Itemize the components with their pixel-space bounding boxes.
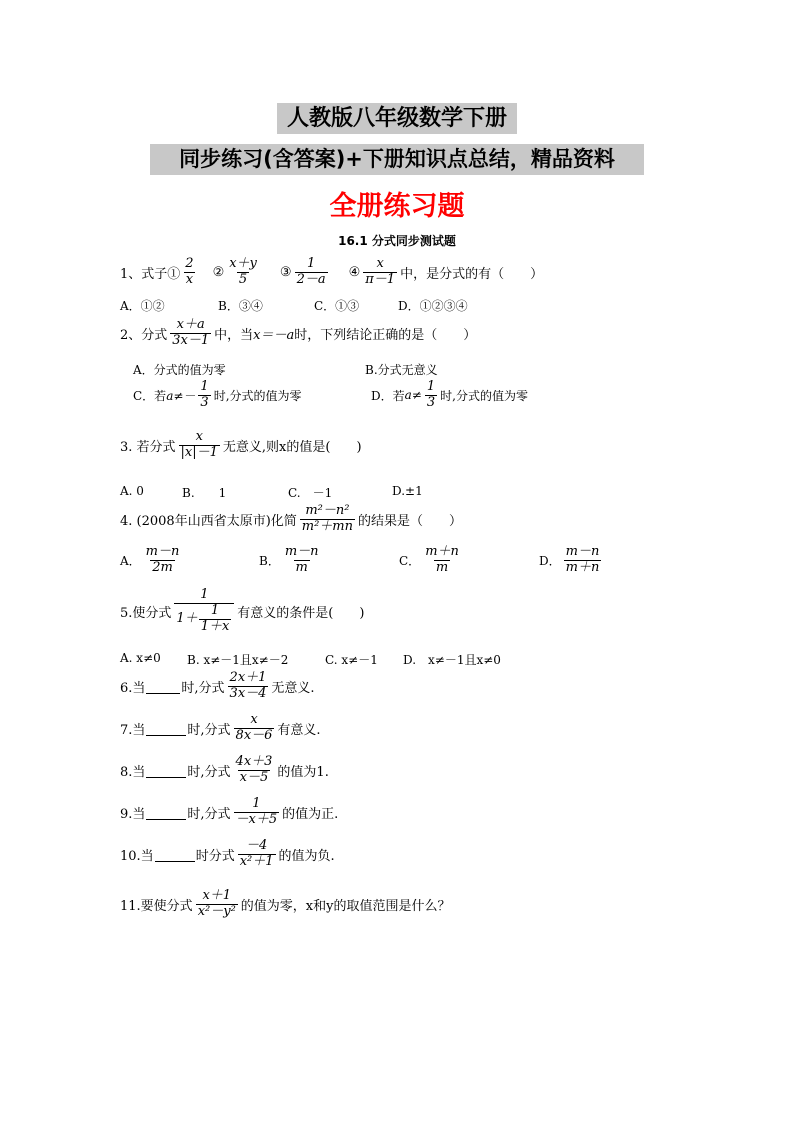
q2-option-c: C．若 a≠－ $\frac{1}{3}$ 时,分式的值为零 bbox=[133, 379, 302, 410]
q1-fraction-1: $\frac{2}{x}$ bbox=[185, 256, 194, 287]
q3-suffix: 无意义,则x的值是( ) bbox=[222, 439, 362, 455]
q2-mid: 中，当 bbox=[214, 327, 254, 343]
q2-option-a: A．分式的值为零 bbox=[133, 363, 226, 377]
q1-option-a: A．①② bbox=[120, 299, 165, 313]
q5-fraction: 1 1＋ $\frac{1}{1+x}$ bbox=[174, 588, 234, 635]
q9-fraction: $\frac{1}{-x+5}$ bbox=[235, 796, 278, 827]
q3-fraction: $\frac{x}{|x|-1}$ bbox=[180, 429, 218, 460]
q3-prefix: 3. 若分式 bbox=[120, 439, 176, 455]
question-8: 8.当 时,分式 $\frac{4x+3}{x-5}$ 的值为1. bbox=[120, 754, 329, 785]
q8-answer-blank[interactable] bbox=[146, 763, 186, 778]
question-5 bbox=[120, 588, 364, 635]
q4-fraction: $\frac{\text{m²－n²}}{\text{m²＋mn}}$ bbox=[301, 503, 354, 534]
question-3 bbox=[120, 430, 362, 461]
q1-mark-4: ④ bbox=[348, 264, 361, 280]
question-1 bbox=[120, 257, 543, 288]
q1-fraction-2: $\frac{x+y}{5}$ bbox=[229, 256, 257, 287]
question-7: 7.当 时,分式 $\frac{x}{8x-6}$ 有意义. bbox=[120, 712, 321, 743]
q4-suffix: 的结果是（ ） bbox=[358, 513, 463, 529]
q5-option-b: B. x≠－1且x≠－2 bbox=[187, 653, 289, 667]
sub-title: 同步练习(含答案)+下册知识点总结，精品资料 bbox=[150, 144, 644, 175]
q2-option-d: D．若 a≠ $\frac{1}{3}$ 时,分式的值为零 bbox=[371, 379, 528, 410]
q1-option-b: B．③④ bbox=[218, 299, 263, 313]
q2-fraction: $\frac{x+a}{3x-1}$ bbox=[172, 317, 210, 348]
q2-option-c-fraction: $\frac{1}{3}$ bbox=[200, 379, 209, 410]
question-6: 6.当 时,分式 $\frac{2x+1}{3x-4}$ 无意义. bbox=[120, 670, 315, 701]
q10-fraction: $\frac{-4}{\text{x²＋1}}$ bbox=[239, 838, 274, 869]
q7-fraction: $\frac{x}{8x-6}$ bbox=[235, 712, 273, 743]
q5-suffix: 有意义的条件是( ) bbox=[237, 605, 365, 621]
q4-option-a: A． $\frac{m-n}{2m}$ bbox=[120, 544, 180, 575]
question-10: 10.当 时分式 $\frac{-4}{\text{x²＋1}}$ 的值为负. bbox=[120, 838, 335, 869]
question-11: 11.要使分式 $\frac{x+1}{\text{x²－y²}}$ 的值为零，x和y的取值范围是什么？ bbox=[120, 888, 451, 919]
question-9: 9.当 时,分式 $\frac{1}{-x+5}$ 的值为正. bbox=[120, 796, 339, 827]
q4-prefix: 4. (2008年山西省太原市)化简 bbox=[120, 513, 297, 529]
q1-fraction-3: $\frac{1}{2-a}$ bbox=[296, 256, 326, 287]
q3-option-c: C. －1 bbox=[288, 486, 333, 500]
q8-fraction: $\frac{4x+3}{x-5}$ bbox=[235, 754, 273, 785]
q5-option-a: A. x≠0 bbox=[120, 651, 161, 665]
q3-option-b: B. 1 bbox=[182, 486, 227, 500]
q2-option-d-fraction: $\frac{1}{3}$ bbox=[426, 379, 436, 410]
q11-fraction: $\frac{x+1}{\text{x²－y²}}$ bbox=[197, 888, 236, 919]
main-title: 人教版八年级数学下册 bbox=[277, 103, 517, 134]
q7-answer-blank[interactable] bbox=[146, 721, 186, 736]
q6-answer-blank[interactable] bbox=[146, 679, 180, 694]
q1-mark-3: ③ bbox=[279, 264, 292, 280]
q1-option-d: D．①②③④ bbox=[398, 299, 468, 313]
q5-prefix: 5.使分式 bbox=[120, 605, 172, 621]
q3-option-a: A. 0 bbox=[120, 484, 144, 498]
q4-option-d: D． $\frac{m-n}{m+n}$ bbox=[539, 544, 600, 575]
q5-nested-fraction: $\frac{1}{1+x}$ bbox=[200, 602, 230, 634]
q4-option-b: B． $\frac{m-n}{m}$ bbox=[259, 544, 319, 575]
q2-option-b: B.分式无意义 bbox=[365, 363, 438, 377]
q1-fraction-4: $\frac{x}{\pi-1}$ bbox=[365, 256, 396, 287]
test-title: 16.1 分式同步测试题 bbox=[338, 234, 456, 248]
q6-fraction: $\frac{2x+1}{3x-4}$ bbox=[229, 670, 267, 701]
question-4 bbox=[120, 504, 462, 535]
q1-prefix: 1、式子① bbox=[120, 266, 181, 282]
q1-option-c: C．①③ bbox=[314, 299, 360, 313]
section-title: 全册练习题 bbox=[329, 191, 465, 222]
q2-suffix: 时，下列结论正确的是（ ） bbox=[294, 327, 477, 343]
q5-option-c: C. x≠－1 bbox=[325, 653, 378, 667]
q10-answer-blank[interactable] bbox=[155, 847, 195, 862]
q1-suffix: 中，是分式的有（ ） bbox=[400, 266, 544, 282]
q1-mark-2: ② bbox=[212, 264, 225, 280]
question-2 bbox=[120, 318, 476, 349]
q3-option-d: D.±1 bbox=[392, 484, 423, 498]
q9-answer-blank[interactable] bbox=[146, 805, 186, 820]
q4-option-c: C． $\frac{m+n}{m}$ bbox=[399, 544, 459, 575]
q2-prefix: 2、分式 bbox=[120, 327, 168, 343]
q5-option-d: D. x≠－1且x≠0 bbox=[403, 653, 501, 667]
q2-condition: x＝－a bbox=[253, 327, 295, 343]
